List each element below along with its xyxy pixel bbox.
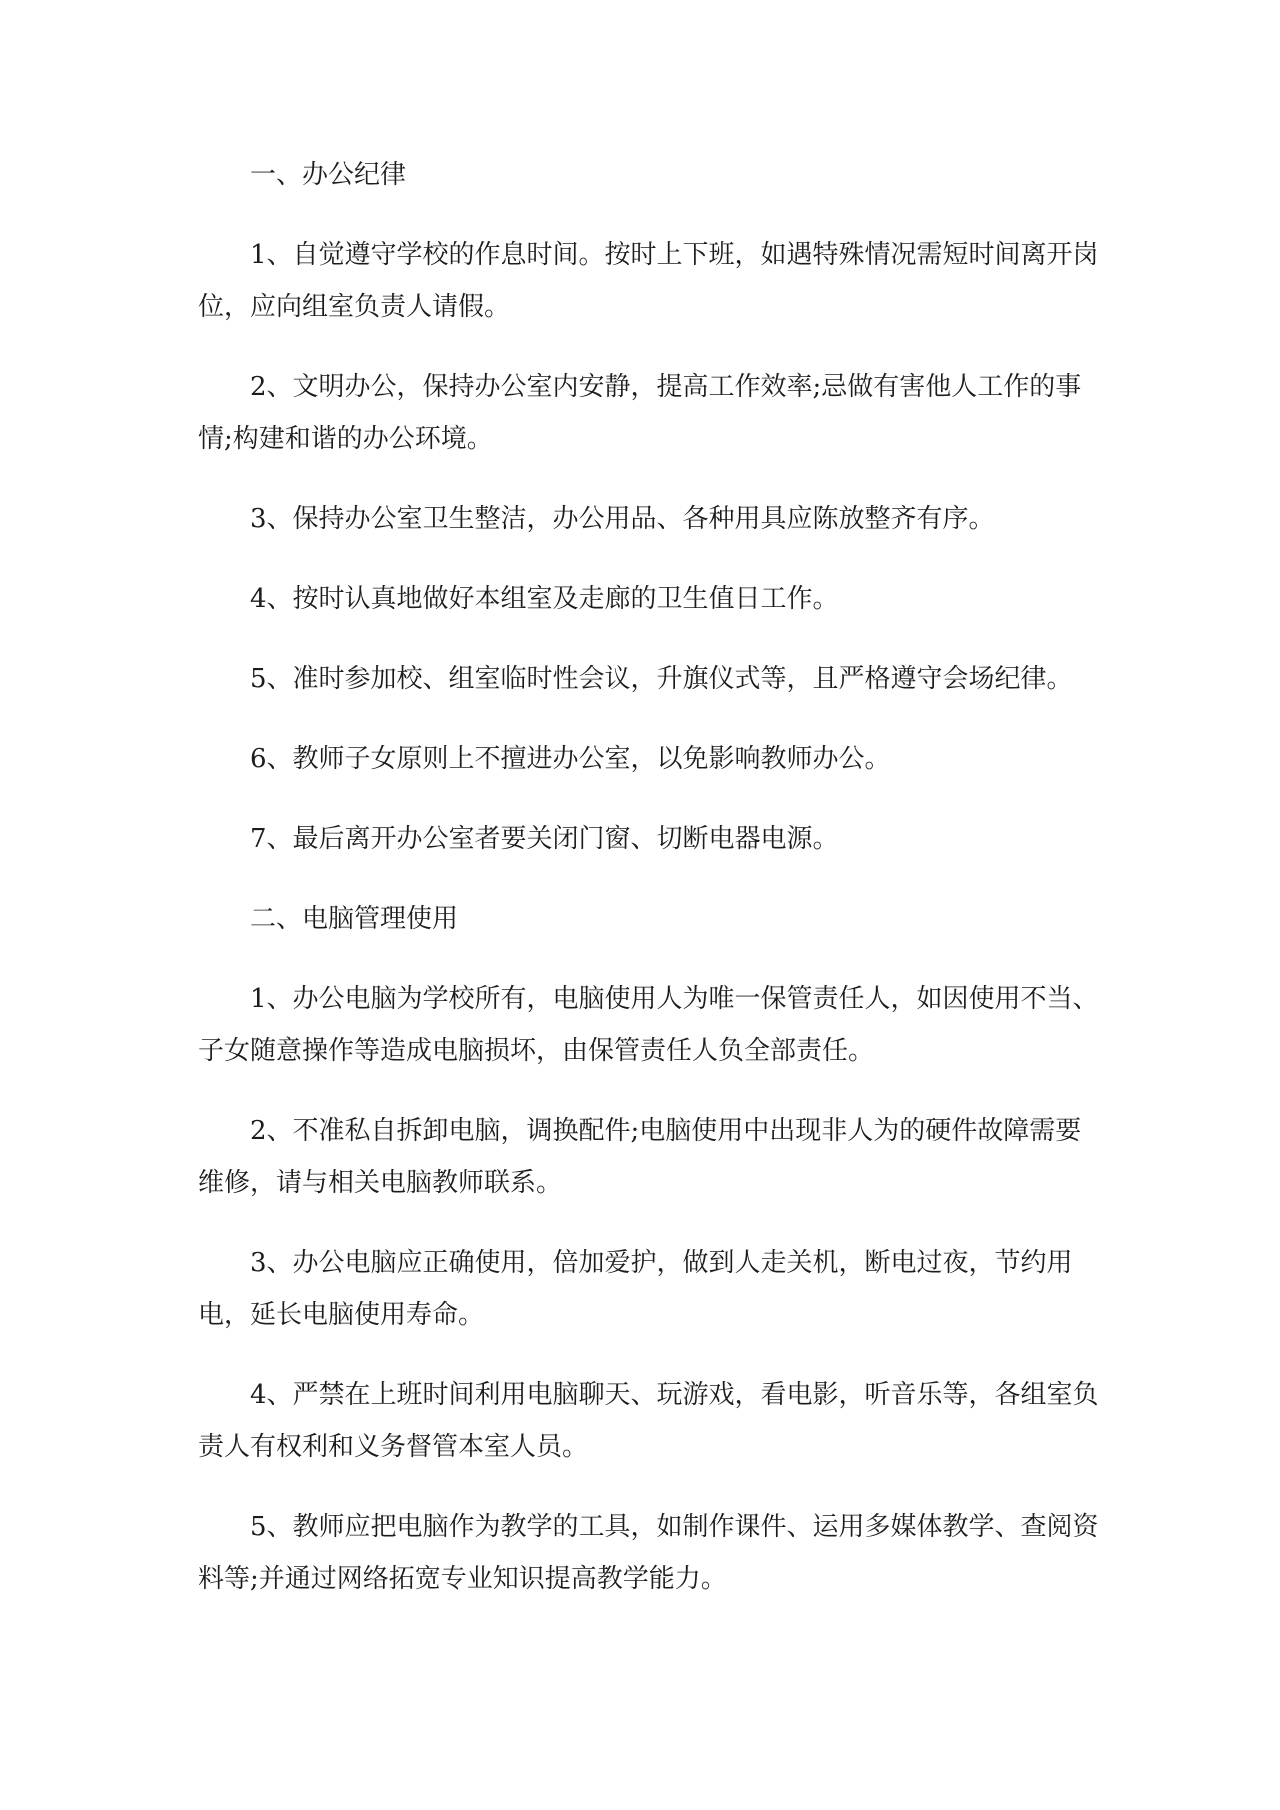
paragraph-line: 一、办公纪律 xyxy=(250,160,407,190)
paragraph-line: 电，延长电脑使用寿命。 xyxy=(198,1300,485,1330)
paragraph xyxy=(198,493,1098,545)
paragraph-line: 情;构建和谐的办公环境。 xyxy=(198,424,493,454)
paragraph xyxy=(198,973,1098,1077)
paragraph-line: 维修，请与相关电脑教师联系。 xyxy=(198,1168,563,1198)
paragraph-line: 2、文明办公，保持办公室内安静，提高工作效率;忌做有害他人工作的事 xyxy=(250,372,1082,402)
paragraph xyxy=(198,1105,1098,1209)
paragraph xyxy=(198,229,1098,333)
paragraph-line: 6、教师子女原则上不擅进办公室，以免影响教师办公。 xyxy=(250,744,891,774)
paragraph xyxy=(198,813,1098,865)
paragraph-line: 4、按时认真地做好本组室及走廊的卫生值日工作。 xyxy=(250,584,839,614)
paragraph-line: 责人有权利和义务督管本室人员。 xyxy=(198,1432,589,1462)
paragraph-line: 3、办公电脑应正确使用，倍加爱护，做到人走关机，断电过夜，节约用 xyxy=(250,1248,1073,1278)
paragraph-line: 4、严禁在上班时间利用电脑聊天、玩游戏，看电影，听音乐等，各组室负 xyxy=(250,1380,1099,1410)
paragraph xyxy=(198,653,1098,705)
section-heading xyxy=(198,893,1098,945)
paragraph xyxy=(198,1501,1098,1605)
paragraph xyxy=(198,1237,1098,1341)
paragraph-line: 5、教师应把电脑作为教学的工具，如制作课件、运用多媒体教学、查阅资 xyxy=(250,1512,1099,1542)
paragraph-line: 子女随意操作等造成电脑损坏，由保管责任人负全部责任。 xyxy=(198,1036,875,1066)
paragraph xyxy=(198,1369,1098,1473)
paragraph xyxy=(198,361,1098,465)
section-heading xyxy=(198,149,1098,201)
document-page xyxy=(198,149,1098,1633)
paragraph xyxy=(198,733,1098,785)
paragraph xyxy=(198,573,1098,625)
paragraph-line: 1、办公电脑为学校所有，电脑使用人为唯一保管责任人，如因使用不当、 xyxy=(250,984,1099,1014)
paragraph-line: 2、不准私自拆卸电脑，调换配件;电脑使用中出现非人为的硬件故障需要 xyxy=(250,1116,1082,1146)
paragraph-line: 7、最后离开办公室者要关闭门窗、切断电器电源。 xyxy=(250,824,839,854)
paragraph-line: 5、准时参加校、组室临时性会议，升旗仪式等，且严格遵守会场纪律。 xyxy=(250,664,1073,694)
paragraph-line: 位，应向组室负责人请假。 xyxy=(198,292,511,322)
paragraph-line: 二、电脑管理使用 xyxy=(250,904,459,934)
paragraph-line: 3、保持办公室卫生整洁，办公用品、各种用具应陈放整齐有序。 xyxy=(250,504,995,534)
paragraph-line: 1、自觉遵守学校的作息时间。按时上下班，如遇特殊情况需短时间离开岗 xyxy=(250,240,1099,270)
paragraph-line: 料等;并通过网络拓宽专业知识提高教学能力。 xyxy=(198,1564,727,1594)
